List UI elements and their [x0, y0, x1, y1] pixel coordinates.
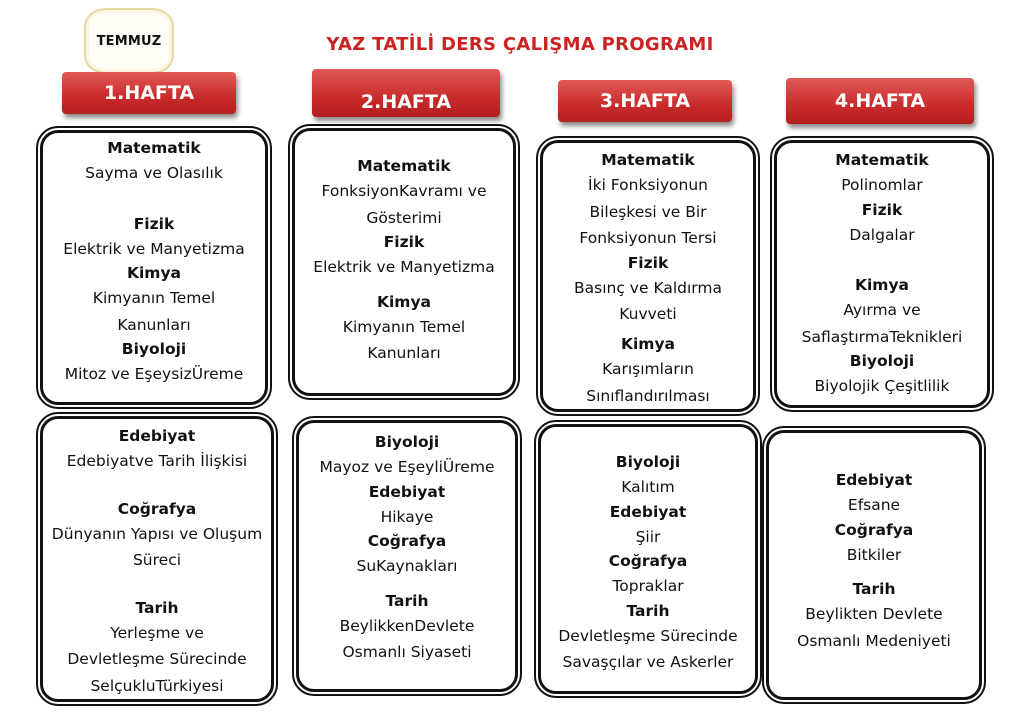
- week-2-top-card: [292, 128, 516, 396]
- topic-text: Kuvveti: [619, 305, 677, 323]
- topic-text: Mayoz ve EşeyliÜreme: [319, 458, 495, 476]
- week-3-label: 3.HAFTA: [599, 90, 691, 112]
- topic-text: İki Fonksiyonun: [588, 176, 708, 194]
- week-4-tab: [786, 78, 974, 124]
- topic-text: Hikaye: [380, 507, 434, 526]
- topic-text: BeylikkenDevlete: [339, 616, 475, 635]
- subject-label: Tarih: [626, 601, 670, 620]
- subject-label: Kimya: [854, 276, 910, 294]
- subject-label: Fizik: [133, 214, 175, 233]
- subject-label: Matematik: [357, 157, 451, 175]
- subject-label: Matematik: [107, 139, 201, 157]
- week-4-bottom-card: [766, 430, 982, 700]
- subject-label: Edebiyat: [368, 482, 446, 501]
- topic-text: Osmanlı Medeniyeti: [797, 631, 951, 650]
- subject-label: Matematik: [835, 151, 929, 169]
- week-2-tab: [312, 69, 500, 117]
- topic-text: Dünyanın Yapısı ve Oluşum: [51, 524, 263, 543]
- subject-label: Biyoloji: [615, 453, 681, 471]
- month-label: TEMMUZ: [96, 33, 162, 49]
- topic-text: Elektrik ve Manyetizma: [63, 239, 245, 258]
- topic-text: Mitoz ve EşeysizÜreme: [64, 365, 244, 383]
- subject-label: Tarih: [852, 580, 896, 598]
- week-4-label: 4.HAFTA: [834, 90, 926, 112]
- topic-text: Biyolojik Çeşitlilik: [814, 377, 950, 395]
- topic-text: Kimyanın Temel: [92, 289, 216, 307]
- subject-label: Fizik: [627, 253, 669, 272]
- topic-text: Devletleşme Sürecinde: [558, 626, 738, 645]
- week-1-label: 1.HAFTA: [103, 82, 195, 104]
- topic-text: SelçukluTürkiyesi: [90, 676, 224, 695]
- subject-label: Kimya: [620, 335, 676, 353]
- topic-text: Devletleşme Sürecinde: [67, 650, 247, 668]
- subject-label: Tarih: [135, 598, 179, 617]
- topic-text: Efsane: [847, 496, 901, 514]
- week-3-tab: [558, 80, 732, 122]
- topic-text: Edebiyatve Tarih İlişkisi: [66, 452, 248, 470]
- topic-text: SuKaynakları: [356, 557, 458, 575]
- subject-label: Edebiyat: [118, 427, 196, 445]
- topic-text: Bileşkesi ve Bir: [589, 202, 707, 221]
- subject-label: Matematik: [601, 151, 695, 169]
- topic-text: Kanunları: [367, 344, 441, 362]
- week-2-label: 2.HAFTA: [360, 91, 452, 113]
- page-title: YAZ TATİLİ DERS ÇALIŞMA PROGRAMI: [326, 34, 714, 55]
- subject-label: Biyoloji: [849, 352, 915, 370]
- topic-text: Savaşçılar ve Askerler: [562, 653, 734, 671]
- week-2-bottom-card: [296, 420, 518, 692]
- subject-label: Biyoloji: [121, 340, 187, 358]
- topic-text: Süreci: [132, 551, 182, 569]
- topic-text: FonksiyonKavramı ve: [321, 182, 487, 200]
- subject-label: Edebiyat: [835, 471, 913, 489]
- topic-text: Sayma ve Olasılık: [85, 164, 223, 182]
- subject-label: Coğrafya: [834, 520, 914, 539]
- topic-text: Elektrik ve Manyetizma: [313, 258, 495, 276]
- subject-label: Tarih: [385, 591, 429, 610]
- topic-text: Gösterimi: [366, 208, 442, 227]
- subject-label: Biyoloji: [374, 433, 440, 451]
- subject-label: Fizik: [383, 233, 425, 251]
- subject-label: Coğrafya: [608, 552, 688, 570]
- topic-text: Sınıflandırılması: [586, 386, 710, 405]
- week-1-tab: [62, 72, 236, 114]
- subject-label: Coğrafya: [117, 499, 197, 518]
- topic-text: Osmanlı Siyaseti: [342, 643, 472, 661]
- topic-text: Kalıtım: [621, 478, 675, 496]
- week-3-top-card: [540, 140, 756, 412]
- topic-text: Şiir: [635, 527, 661, 546]
- subject-label: Fizik: [861, 200, 903, 219]
- week-4-top-card: [774, 140, 990, 408]
- topic-text: Bitkiler: [846, 545, 902, 564]
- week-1-top-card: [40, 130, 268, 405]
- topic-text: Kimyanın Temel: [342, 317, 466, 336]
- subject-label: Coğrafya: [367, 532, 447, 550]
- topic-text: Dalgalar: [849, 225, 915, 244]
- topic-text: Ayırma ve: [843, 301, 921, 319]
- topic-text: Fonksiyonun Tersi: [579, 229, 717, 247]
- topic-text: Beylikten Devlete: [805, 605, 943, 623]
- subject-label: Kimya: [376, 292, 432, 311]
- topic-text: Basınç ve Kaldırma: [574, 278, 722, 297]
- topic-text: Polinomlar: [841, 176, 923, 194]
- topic-text: Karışımların: [602, 360, 694, 378]
- topic-text: Yerleşme ve: [110, 623, 204, 642]
- week-3-bottom-card: [538, 424, 758, 694]
- week-1-bottom-card: [40, 416, 274, 702]
- topic-text: Topraklar: [612, 577, 684, 595]
- subject-label: Kimya: [126, 264, 182, 282]
- subject-label: Edebiyat: [609, 502, 687, 521]
- topic-text: SaflaştırmaTeknikleri: [801, 327, 963, 346]
- topic-text: Kanunları: [117, 315, 191, 334]
